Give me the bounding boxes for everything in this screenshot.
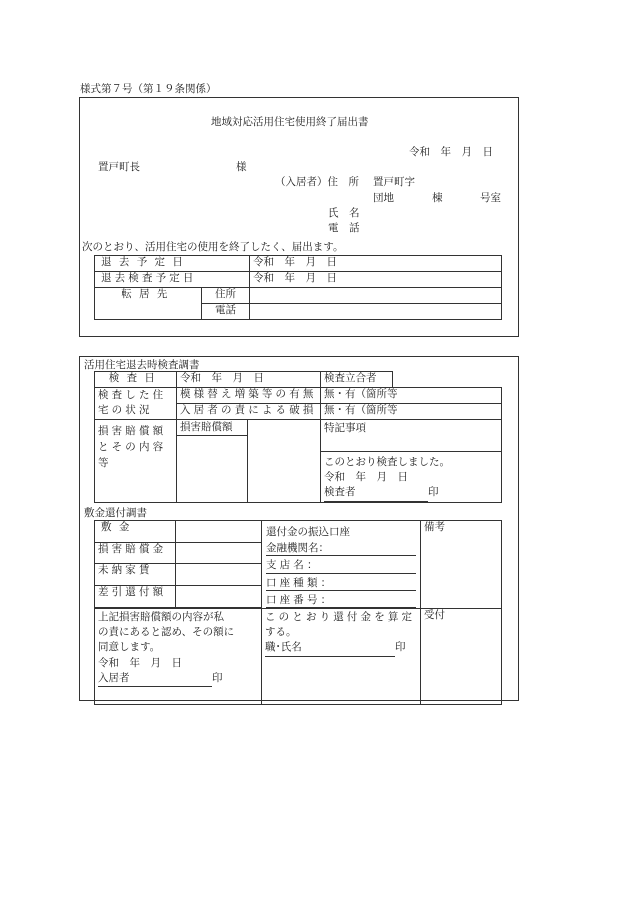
- special-notes[interactable]: [321, 420, 502, 452]
- received-cell[interactable]: [421, 608, 502, 704]
- unpaid-rent-label: 未納家賃: [95, 564, 176, 586]
- refund-label: 差引還付額: [95, 585, 176, 607]
- consent-line2: の責にあると認め、その額に: [98, 626, 235, 639]
- honorific: 様: [236, 161, 247, 173]
- compensation-line1: 損害賠償額: [98, 425, 167, 437]
- remarks-label: 備考: [424, 521, 445, 533]
- consent-date: 令和 年 月 日: [98, 656, 182, 669]
- consent-line3: 同意します。: [98, 641, 161, 654]
- damage-value[interactable]: 無・有（箇所等: [321, 404, 502, 420]
- phone-label: 電 話: [328, 222, 360, 234]
- compensation-label: [95, 420, 177, 503]
- consent-line1: 上記損害賠償額の内容が私: [98, 610, 224, 623]
- official-seal: 印: [395, 641, 406, 654]
- deposit-title: 敷金還付調書: [84, 507, 147, 519]
- witness-field[interactable]: [393, 372, 502, 388]
- resident-address-label: （入居者）住 所: [275, 176, 359, 188]
- remodel-value[interactable]: 無・有（箇所等: [321, 388, 502, 404]
- resident-sign-field[interactable]: [98, 671, 212, 687]
- refund-value[interactable]: [176, 585, 262, 607]
- calc-line2: する。: [265, 626, 297, 639]
- witness-label: 検査立合者: [321, 372, 393, 388]
- form-title: 地域対応活用住宅使用終了届出書: [211, 116, 369, 128]
- inspection-title: 活用住宅退去時検査調書: [84, 359, 200, 371]
- compensation-line3: 等: [98, 456, 112, 469]
- form-number: 様式第７号（第１９条関係）: [80, 83, 217, 95]
- danchi-label: 団地: [373, 192, 394, 204]
- inspection-date-value[interactable]: 令和 年 月 日: [250, 272, 502, 288]
- official-label: 職･氏名: [265, 641, 302, 654]
- statement: 次のとおり、活用住宅の使用を終了したく、届出ます。: [82, 241, 344, 253]
- unpaid-rent-value[interactable]: [176, 564, 262, 586]
- calculation-cell: [262, 608, 421, 704]
- calc-line1: このとおり還付金を算定: [265, 610, 416, 623]
- seal-mark: 印: [428, 486, 439, 499]
- consent-cell: [95, 608, 262, 704]
- building-label: 棟: [432, 192, 443, 204]
- inspected-statement: このとおり検査しました。: [324, 456, 450, 468]
- addressee: 置戸町長: [98, 161, 140, 173]
- deposit-table: [94, 520, 502, 705]
- deposit-value[interactable]: [176, 521, 262, 543]
- move-out-date-value[interactable]: 令和 年 月 日: [250, 256, 502, 272]
- resident-seal: 印: [212, 671, 223, 684]
- name-label: 氏 名: [328, 207, 360, 219]
- official-sign-field[interactable]: [265, 640, 395, 656]
- inspection-date-label: 退去検査予定日: [95, 272, 250, 288]
- bank-account-cell: [262, 521, 421, 609]
- new-residence-label: 転居先: [95, 288, 202, 320]
- room-label: 号室: [480, 192, 501, 204]
- inspected-date: 令和 年 月 日: [324, 471, 408, 484]
- received-label: 受付: [424, 608, 445, 621]
- special-notes-label: 特記事項: [324, 422, 366, 434]
- branch-field[interactable]: 支店名：: [266, 558, 416, 573]
- move-out-date-label: 退去予定日: [95, 256, 250, 272]
- resident-label: 入居者: [98, 671, 130, 684]
- new-phone-label: 電話: [202, 304, 250, 320]
- account-type-field[interactable]: 口座種類：: [266, 576, 416, 591]
- inspection-day-value[interactable]: 令和 年 月 日: [177, 372, 321, 388]
- account-number-field[interactable]: 口座番号：: [266, 593, 416, 608]
- inspector-name-field[interactable]: [324, 485, 428, 501]
- house-condition-label: [95, 388, 177, 420]
- remarks-cell[interactable]: [421, 521, 502, 609]
- inspector-label: 検査者: [324, 486, 356, 499]
- move-out-table: [94, 255, 502, 320]
- new-phone-field[interactable]: [250, 304, 502, 320]
- inspection-certify: [321, 452, 502, 503]
- house-condition-line2: 宅の状況: [98, 403, 153, 416]
- new-address-field[interactable]: [250, 288, 502, 304]
- compensation-amount-label: 損害賠償額: [177, 420, 247, 436]
- compensation-cell: [177, 420, 248, 503]
- damage-label: 入居者の責による破損: [177, 404, 321, 420]
- compensation-line2: とその内容: [98, 440, 167, 453]
- bank-account-title: 還付金の振込口座: [266, 526, 350, 538]
- remodel-label: 模様替え増築等の有無: [177, 388, 321, 404]
- house-condition-line1: 検査した住: [98, 389, 167, 401]
- new-address-label: 住所: [202, 288, 250, 304]
- bank-name-field[interactable]: 金融機関名：: [266, 541, 416, 556]
- inspection-day-label: 検査日: [95, 372, 177, 388]
- address-prefix: 置戸町字: [373, 176, 415, 188]
- compensation-detail[interactable]: [248, 420, 321, 503]
- deposit-label: 敷金: [95, 521, 176, 543]
- damages-value[interactable]: [176, 542, 262, 564]
- damages-label: 損害賠償金: [95, 542, 176, 564]
- submit-date: 令和 年 月 日: [409, 146, 493, 158]
- inspection-table: [94, 371, 502, 503]
